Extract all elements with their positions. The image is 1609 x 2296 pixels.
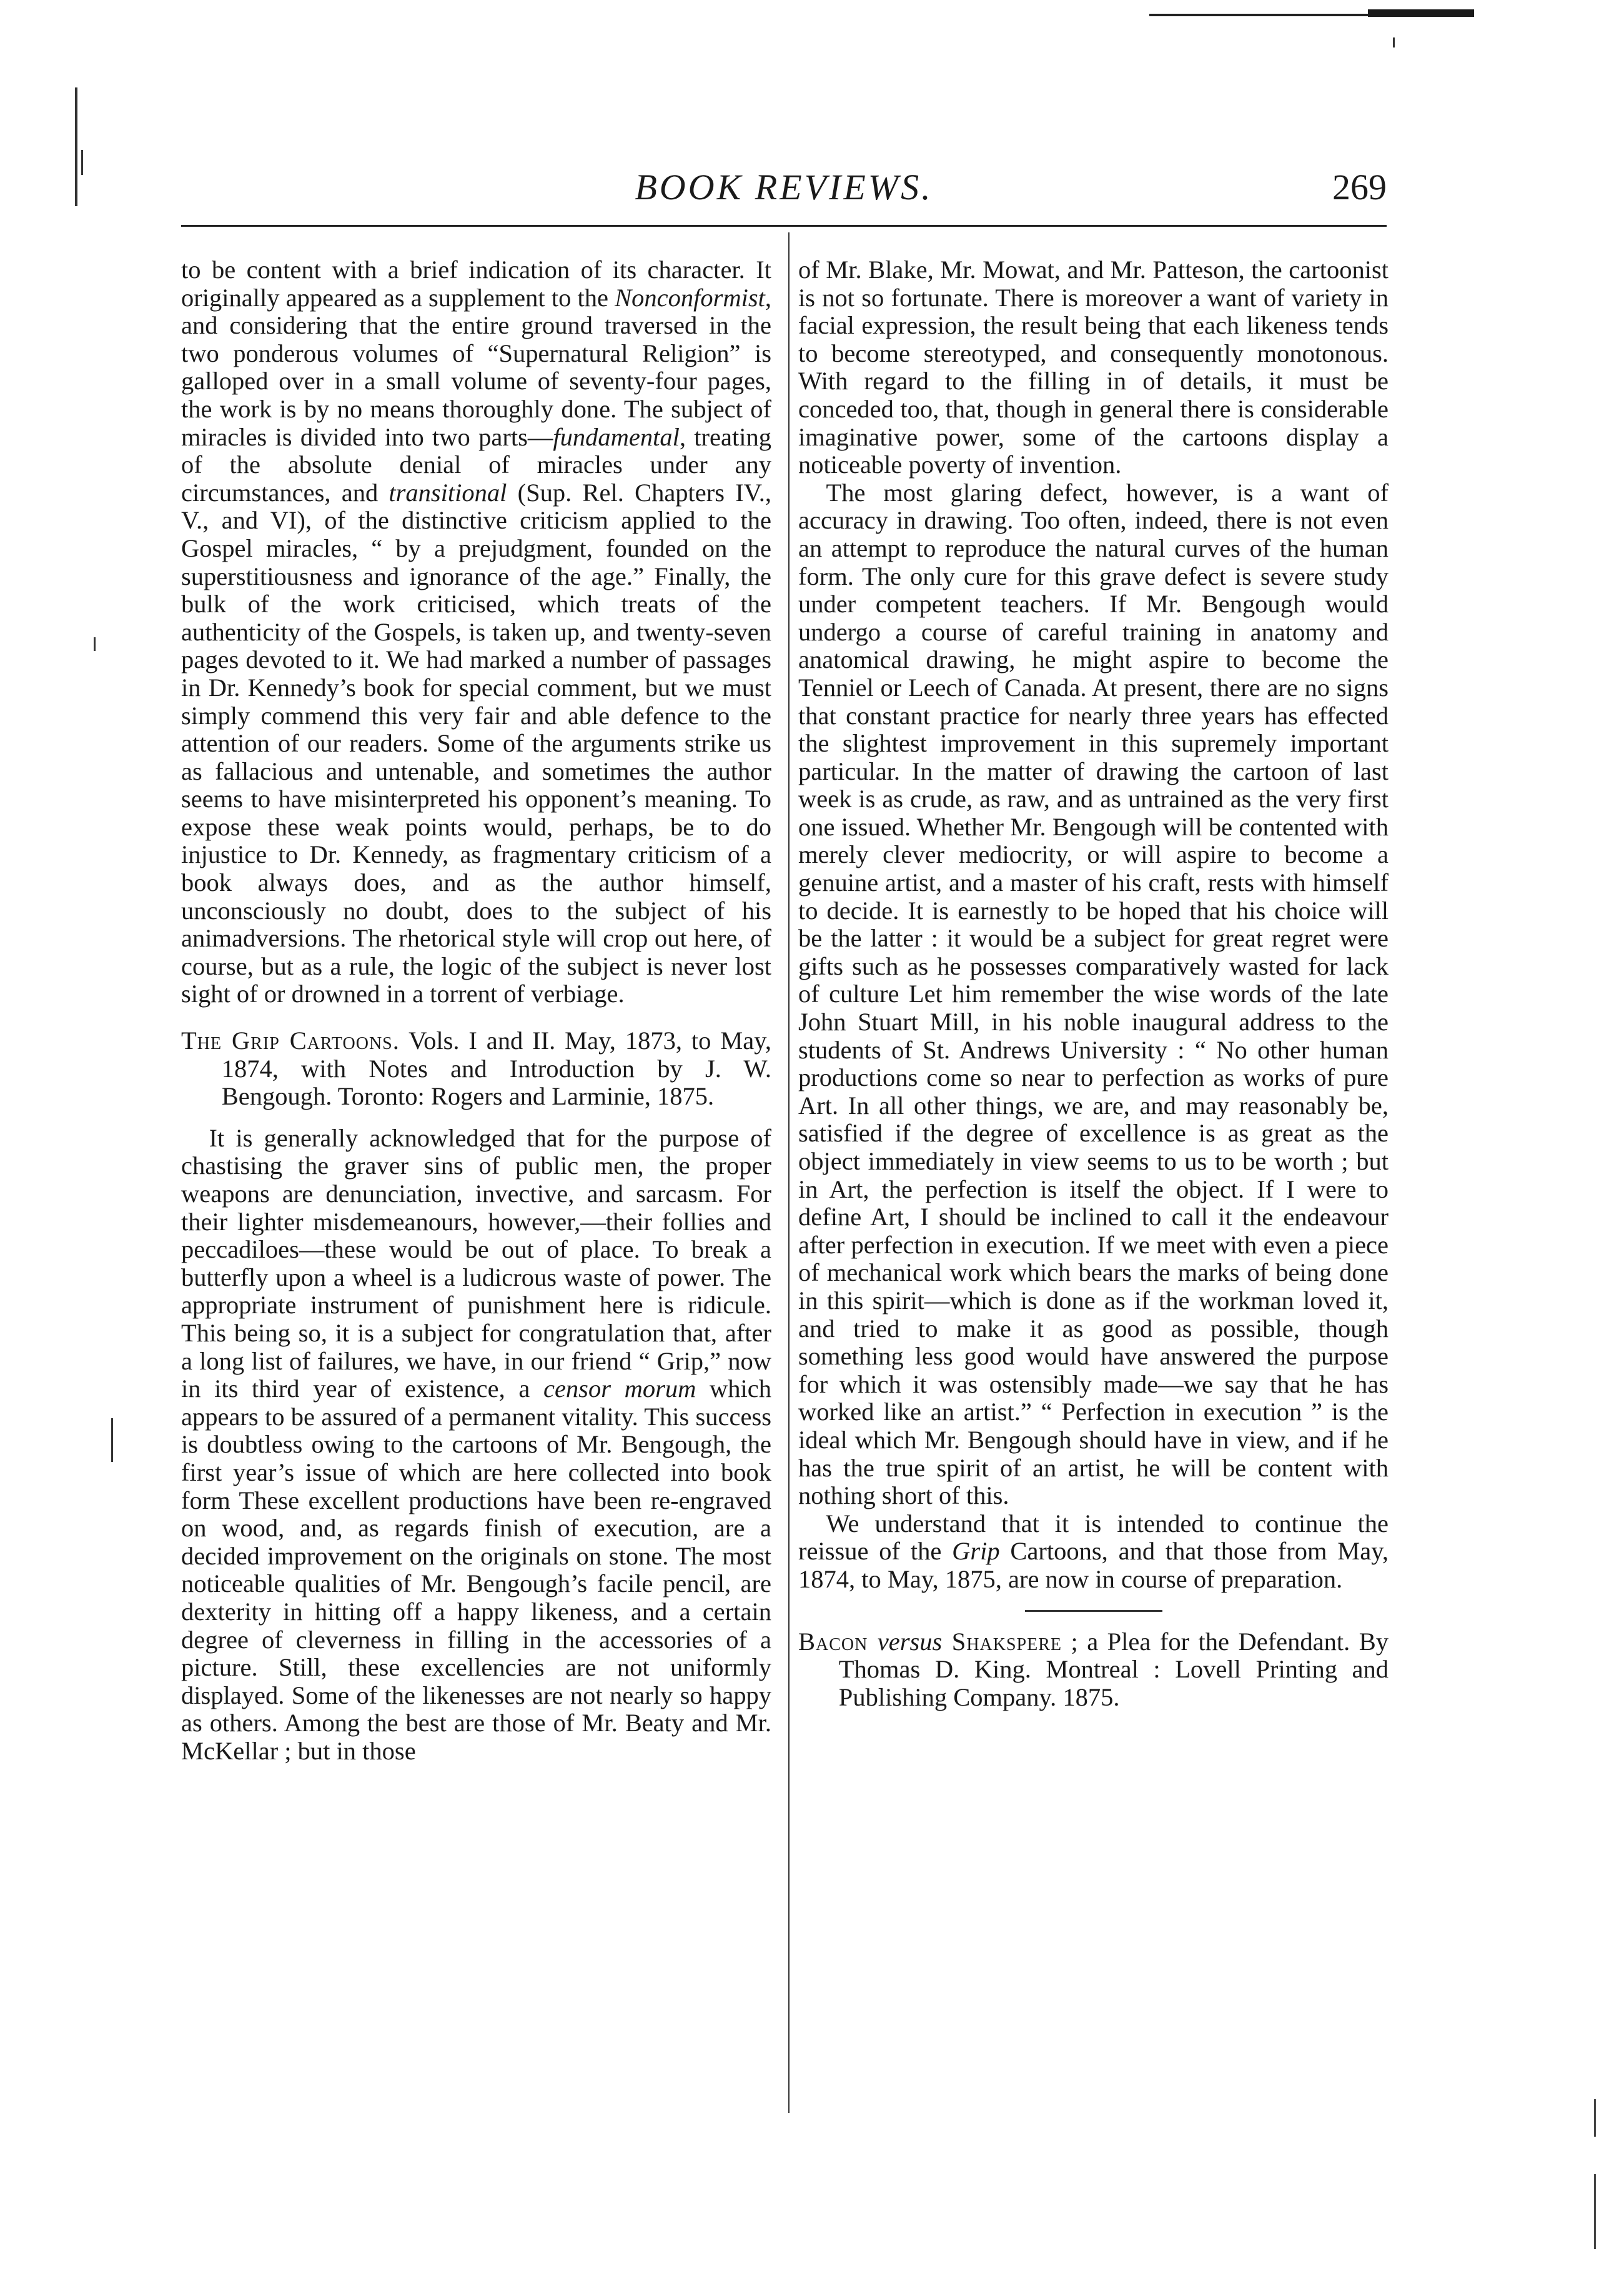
- entry-title: Bacon: [798, 1627, 878, 1656]
- running-head: [181, 162, 1387, 212]
- italic-run: Nonconformist: [615, 283, 765, 312]
- running-title: BOOK REVIEWS.: [635, 167, 933, 207]
- paragraph: [181, 256, 771, 1008]
- text-run: , and considering that the entire ground traversed in the two ponderous volumes of “Supernatural Religion” is galloped over in a small volume of seventy-four pages, the work is by no means thoroughly done. The subject of miracles is divided into two parts—: [181, 283, 771, 451]
- paragraph: The most glaring defect, however, is a want of accuracy in drawing. Too often, indeed, there is not even an attempt to reproduce the natural curves of the human form. The only cure for this grave defect is severe study under competent teachers. If Mr. Bengough would undergo a course of careful training in anatomy and anatomical drawing, he might aspire to become the Tenniel or Leech of Canada. At present, there are no signs that constant practice for nearly three years has effected the slightest improvement in this supremely important particular. In the matter of drawing the cartoon of last week is as crude, as raw, and as untrained as the very first one issued. Whether Mr. Bengough will be contented with merely clever mediocrity, or will aspire to become a genuine artist, and a master of his craft, rests with himself to decide. It is earnestly to be hoped that his choice will be the latter : it would be a subject for great regret were gifts such as he possesses comparatively wasted for lack of culture Let him remember the wise words of the late John Stuart Mill, in his noble inaugural address to the students of St. Andrews University : “ No other human productions come so near to perfection as works of pure Art. In all other things, we are, and may reasonably be, satisfied if the degree of excellence is as great as the object immediately in view seems to us to be worth ; but in Art, the perfection is itself the object. If I were to define Art, I should be inclined to call it the endeavour after perfection in execution. If we meet with even a piece of mechanical work which bears the marks of being done in this spirit—which is done as if the workman loved it, and tried to make it as good as possible, though something less good would have answered the purpose for which it was ostensibly made—we say that he has worked like an artist.” “ Perfection in execution ” is the ideal which Mr. Bengough should have in view, and if he has the true spirit of an artist, he will be content with nothing short of this.: [798, 478, 1389, 1510]
- text-run: (Sup. Rel. Chapters IV., V., and VI), of the distinctive criticism applied to the Gospel miracles, “ by a prejudgment, founded on the superstitiousness and ignorance of the age.” Finally, the bulk of the work criticised, which treats of the authenticity of the Gospels, is taken up, and twenty-seven pages devoted to it. We had marked a number of passages in Dr. Kennedy’s book for special comment, but we must simply commend this very fair and able defence to the attention of our readers. Some of the arguments strike us as fallacious and untenable, and sometimes the author seems to have misinterpreted his opponent’s meaning. To expose these weak points would, perhaps, be to do injustice to Dr. Kennedy, as fragmentary criticism of a book always does, and as the author himself, unconsciously no doubt, does to the subject of his animadversions. The rhetorical style will crop out here, of course, but as a rule, the logic of the subject is never lost sight of or drowned in a torrent of verbiage.: [181, 478, 771, 1008]
- left-margin-mark-small: [81, 150, 83, 175]
- italic-run: fundamental: [553, 422, 680, 451]
- paragraph: [798, 1510, 1389, 1594]
- top-edge-rule-heavy: [1368, 9, 1474, 17]
- text-run: , treating of the absolute denial of miracles under any circumstances, and: [181, 422, 772, 507]
- paragraph: [181, 1125, 771, 1766]
- italic-run: censor morum: [543, 1374, 696, 1403]
- review-entry-heading: [181, 1027, 771, 1111]
- left-column: [181, 256, 771, 1765]
- column-divider: [788, 232, 790, 2113]
- text-run: We understand that it is intended to continue the reissue of the: [798, 1509, 1389, 1566]
- entry-details: ; a Plea for the Defendant. By Thomas D. King. Montreal : Lovell Printing and Publishing Company. 1875.: [838, 1627, 1389, 1711]
- entry-title: Shakspere: [942, 1627, 1062, 1656]
- italic-run: transitional: [389, 478, 507, 507]
- text-run: which appears to be assured of a permanent vitality. This success is doubtless owing to the cartoons of Mr. Bengough, the first year’s issue of which are here collected into book form These excellent productions have been re-engraved on wood, and, as regards finish of execution, are a decided improvement on the originals on stone. The most noticeable qualities of Mr. Bengough’s facile pencil, are dexterity in hitting off a happy likeness, and a certain degree of cleverness in filling in the accessories of a picture. Still, these excellencies are not uniformly displayed. Some of the likenesses are not nearly so happy as others. Among the best are those of Mr. Beaty and Mr. McKellar ; but in those: [181, 1374, 771, 1765]
- right-column: [798, 256, 1389, 1711]
- text-run: It is generally acknowledged that for the purpose of chastising the graver sins of public men, the proper weapons are denunciation, invective, and sarcasm. For their lighter misdemeanours, however,—their follies and peccadiloes—these would be out of place. To break a butterfly upon a wheel is a ludicrous waste of power. The appropriate instrument of punishment here is ridicule. This being so, it is a subject for congratulation that, after a long list of failures, we have, in our friend “ Grip,” now in its third year of existence, a: [181, 1123, 771, 1403]
- corner-tick: [1393, 37, 1395, 47]
- page-number: 269: [1332, 167, 1387, 207]
- review-entry-heading: [798, 1628, 1389, 1712]
- section-divider: [1025, 1610, 1162, 1612]
- text-run: to be content with a brief indication of its character. It originally appeared as a supplement to the: [181, 256, 771, 312]
- left-margin-tick-2: [111, 1418, 113, 1462]
- left-margin-tick: [94, 637, 96, 651]
- entry-title: The Grip Cartoons.: [181, 1026, 400, 1055]
- text-run: Cartoons, and that those from May, 1874, to May, 1875, are now in course of preparation.: [798, 1537, 1389, 1593]
- header-rule: [181, 225, 1387, 227]
- italic-run: versus: [877, 1627, 943, 1656]
- entry-details: Vols. I and II. May, 1873, to May, 1874, with Notes and Introduction by J. W. Bengough. Toronto: Rogers and Larminie, 1875.: [221, 1026, 771, 1111]
- italic-run: Grip: [952, 1537, 1000, 1566]
- paragraph: of Mr. Blake, Mr. Mowat, and Mr. Patteson, the cartoonist is not so fortunate. There is moreover a want of variety in facial expression, the result being that each likeness tends to become stereotyped, and consequently monotonous. With regard to the filling in of details, it must be conceded too, that, though in general there is considerable imaginative power, some of the cartoons display a noticeable poverty of invention.: [798, 256, 1389, 479]
- left-margin-mark: [75, 87, 77, 206]
